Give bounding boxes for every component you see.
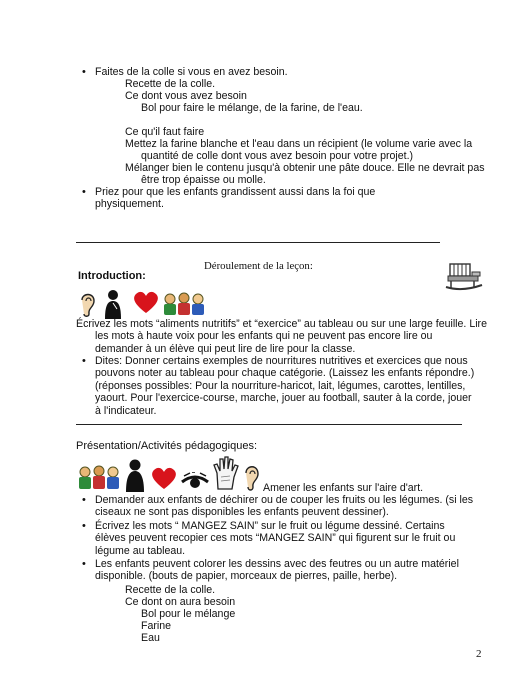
hand-icon [212, 455, 240, 491]
ear-icon [242, 462, 262, 492]
need-item-water: Eau [141, 632, 160, 644]
bullet-text-cont: yaourt. Pour l'exercice-course, marche, jouer au football, sauter à la corde, jouer [95, 392, 472, 405]
bullet-text-cont: à l'indicateur. [95, 404, 157, 417]
divider-1 [76, 242, 440, 243]
praying-child-icon [100, 289, 126, 319]
bullet-write [95, 520, 505, 557]
heart-icon [132, 290, 160, 314]
glue-step-1b: quantité de colle dont vous avez besoin pour votre projet.) [141, 150, 414, 162]
bullet-dites [95, 355, 505, 417]
bullet-text-cont: légume au tableau. [95, 544, 186, 557]
bullet-text-cont: disponible. (bouts de papier, morceaux de pierres, paille, herbe). [95, 570, 398, 583]
glue-needs-label: Ce dont vous avez besoin [125, 90, 247, 102]
intro-line-3: demander à un élève qui peut lire de lire pour la classe. [95, 342, 356, 355]
bullet-glue [95, 66, 505, 78]
bullet-text: Faites de la colle si vous en avez besoin. [95, 66, 288, 78]
praying-child-icon [122, 458, 148, 492]
page-number: 2 [476, 648, 482, 660]
bullet-text: • Demander aux enfants de déchirer ou de couper les fruits ou les légumes. (si les [95, 494, 474, 506]
intro-paragraph [76, 318, 516, 355]
presentation-lead: Amener les enfants sur l'aire d'art. [263, 482, 424, 494]
recipe-label: Recette de la colle. [125, 584, 216, 596]
bullet-text-cont: (réponses possibles: Pour la nourriture-haricot, lait, légumes, carottes, lentilles, [95, 379, 466, 392]
bullet-text-cont: pouvons noter au tableau pour chaque catégorie. (Laissez les enfants répondre.) [95, 367, 475, 380]
glue-step-2a: Mélanger bien le contenu jusqu'à obtenir une pâte douce. Elle ne devrait pas [125, 162, 485, 174]
divider-2 [76, 424, 462, 425]
rocking-chair-icon [442, 260, 486, 292]
intro-line-2: les mots à haute voix pour les enfants qui ne peuvent pas encore lire ou [95, 330, 433, 343]
intro-heading: Introduction: [78, 270, 146, 282]
ear-icon [78, 290, 98, 318]
bullet-text: • Écrivez les mots “ MANGEZ SAIN” sur le fruit ou légume dessiné. Certains [95, 520, 445, 532]
lesson-title: Déroulement de la leçon: [204, 260, 313, 272]
bullet-text-cont: élèves peuvent recopier ces mots “MANGEZ SAIN” qui figurent sur le fruit ou [95, 532, 456, 545]
heart-icon [150, 466, 178, 490]
bullet-text: • Priez pour que les enfants grandissent aussi dans la foi que [95, 186, 376, 198]
bullet-pray [95, 186, 505, 211]
bullet-color [95, 558, 505, 583]
glue-recipe-label: Recette de la colle. [125, 78, 216, 90]
presentation-heading: Présentation/Activités pédagogiques: [76, 440, 258, 452]
children-group-icon [78, 465, 120, 491]
children-group-icon [162, 292, 206, 316]
intro-line-1: Écrivez les mots “aliments nutritifs” et “exercice” au tableau ou sur une large feuille. Lire [76, 318, 487, 330]
bullet-text-cont: ciseaux ne sont pas disponibles les enfants peuvent dessiner). [95, 506, 389, 519]
glue-needs-items: Bol pour faire le mélange, de la farine, de l'eau. [141, 102, 363, 114]
need-item-bowl: Bol pour le mélange [141, 608, 236, 620]
glue-howto-label: Ce qu'il faut faire [125, 126, 205, 138]
bullet-text: • Dites: Donner certains exemples de nourritures nutritives et exercices que nous [95, 355, 468, 367]
needs-label: Ce dont on aura besoin [125, 596, 236, 608]
bullet-text-cont: physiquement. [95, 198, 164, 211]
glue-step-1a: Mettez la farine blanche et l'eau dans un récipient (le volume varie avec la [125, 138, 473, 150]
glue-step-2b: être trop épaisse ou molle. [141, 174, 266, 186]
eye-icon [180, 472, 210, 490]
need-item-flour: Farine [141, 620, 172, 632]
bullet-cut [95, 494, 505, 519]
bullet-text: • Les enfants peuvent colorer les dessins avec des feutres ou un autre matériel [95, 558, 459, 570]
